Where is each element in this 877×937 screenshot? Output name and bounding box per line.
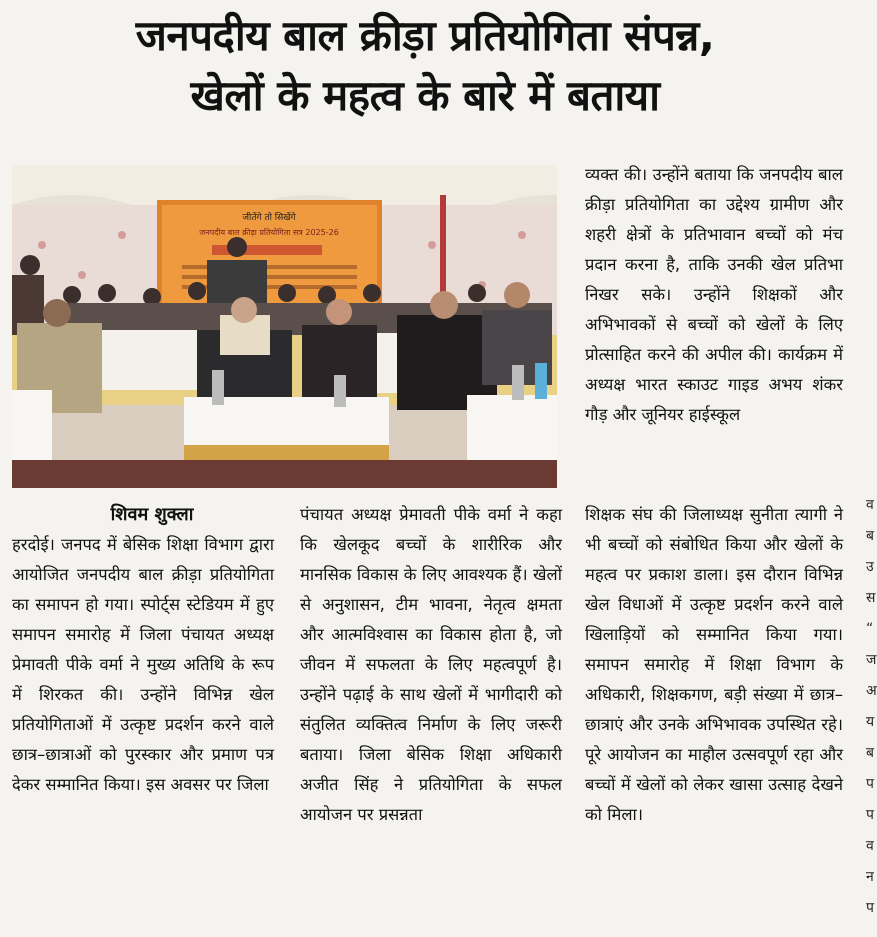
article-column-2 [300, 500, 562, 830]
banner-top-text: जीतेंगे तो सिखेंगे [242, 213, 296, 223]
edge-fragment: प [866, 807, 874, 823]
edge-fragment: य [866, 714, 875, 730]
article-column-3 [585, 500, 843, 830]
headline-line-1: जनपदीय बाल क्रीड़ा प्रतियोगिता संपन्न, [135, 11, 715, 60]
edge-fragment: स [866, 590, 876, 606]
article-column-1 [12, 500, 274, 800]
article-text: शिक्षक संघ की जिलाध्यक्ष सुनीता त्यागी ने भी बच्चों को संबोधित किया और खेलों के महत्व पर प्रकाश डाला। इस दौरान विभिन्न खेल विधाओं में उत्कृष्ट प्रदर्शन करने वाले खिलाड़ियों को सम्मानित किया गया। समापन समारोह में शिक्षा विभाग के अधिकारी, शिक्षकगण, बड़ी संख्या में छात्र–छात्राएं और उनके अभिभावक उपस्थित रहे। पूरे आयोजन का माहौल उत्सवपूर्ण रहा और बच्चों में खेलों को लेकर खासा उत्साह देखने को मिला। [585, 505, 843, 824]
event-photo [12, 165, 557, 488]
edge-fragment: प [866, 776, 874, 792]
article-text: पंचायत अध्यक्ष प्रेमावती पीके वर्मा ने कहा कि खेलकूद बच्चों के शारीरिक और मानसिक विकास के लिए आवश्यक हैं। खेलों से अनुशासन, टीम भावना, नेतृत्व क्षमता और आत्मविश्वास का विकास होता है, जो जीवन में सफलता के लिए महत्वपूर्ण है। उन्होंने पढ़ाई के साथ खेलों में भागीदारी को संतुलित व्यक्तित्व निर्माण के लिए जरूरी बताया। जिला बेसिक शिक्षा अधिकारी अजीत सिंह ने प्रतियोगिता के सफल आयोजन पर प्रसन्नता [300, 505, 562, 824]
banner-title-text: जनपदीय बाल क्रीड़ा प्रतियोगिता सत्र 2025-26 [199, 228, 339, 237]
edge-fragment: अ [866, 683, 877, 699]
edge-fragment: ज [866, 652, 877, 668]
edge-fragment: ब [866, 528, 874, 544]
headline-line-2: खेलों के महत्व के बारे में बताया [190, 71, 660, 120]
byline: शिवम शुक्ला [110, 504, 194, 525]
article-text: हरदोई। जनपद में बेसिक शिक्षा विभाग द्वारा आयोजित जनपदीय बाल क्रीड़ा प्रतियोगिता का समापन हो गया। स्पोर्ट्स स्टेडियम में हुए समापन समारोह में जिला पंचायत अध्यक्ष प्रेमावती पीके वर्मा ने मुख्य अतिथि के रूप में शिरकत की। उन्होंने विभिन्न खेल प्रतियोगिताओं में उत्कृष्ट प्रदर्शन करने वाले छात्र–छात्राओं को पुरस्कार और प्रमाण पत्र देकर सम्मानित किया। इस अवसर पर जिला [12, 535, 274, 794]
adjacent-article-edge [866, 490, 877, 937]
edge-fragment: व [866, 497, 874, 513]
edge-fragment: न [866, 869, 874, 885]
edge-fragment: व [866, 838, 874, 854]
edge-fragment: प [866, 900, 874, 916]
headline [0, 6, 850, 126]
article-text: व्यक्त की। उन्होंने बताया कि जनपदीय बाल क्रीड़ा प्रतियोगिता का उद्देश्य ग्रामीण और शहरी क्षेत्रों के प्रतिभावान बच्चों को मंच प्रदान करना है, ताकि उनकी खेल प्रतिभा निखर सके। उन्होंने शिक्षकों और अभिभावकों से बच्चों को खेलों के लिए प्रोत्साहित करने की अपील की। कार्यक्रम में अध्यक्ष भारत स्काउट गाइड अभय शंकर गौड़ और जूनियर हाईस्कूल [585, 165, 843, 424]
edge-fragment: “ [866, 621, 874, 637]
article-column-right-top [585, 160, 843, 430]
edge-fragment: उ [866, 559, 874, 575]
edge-fragment: ब [866, 745, 874, 761]
